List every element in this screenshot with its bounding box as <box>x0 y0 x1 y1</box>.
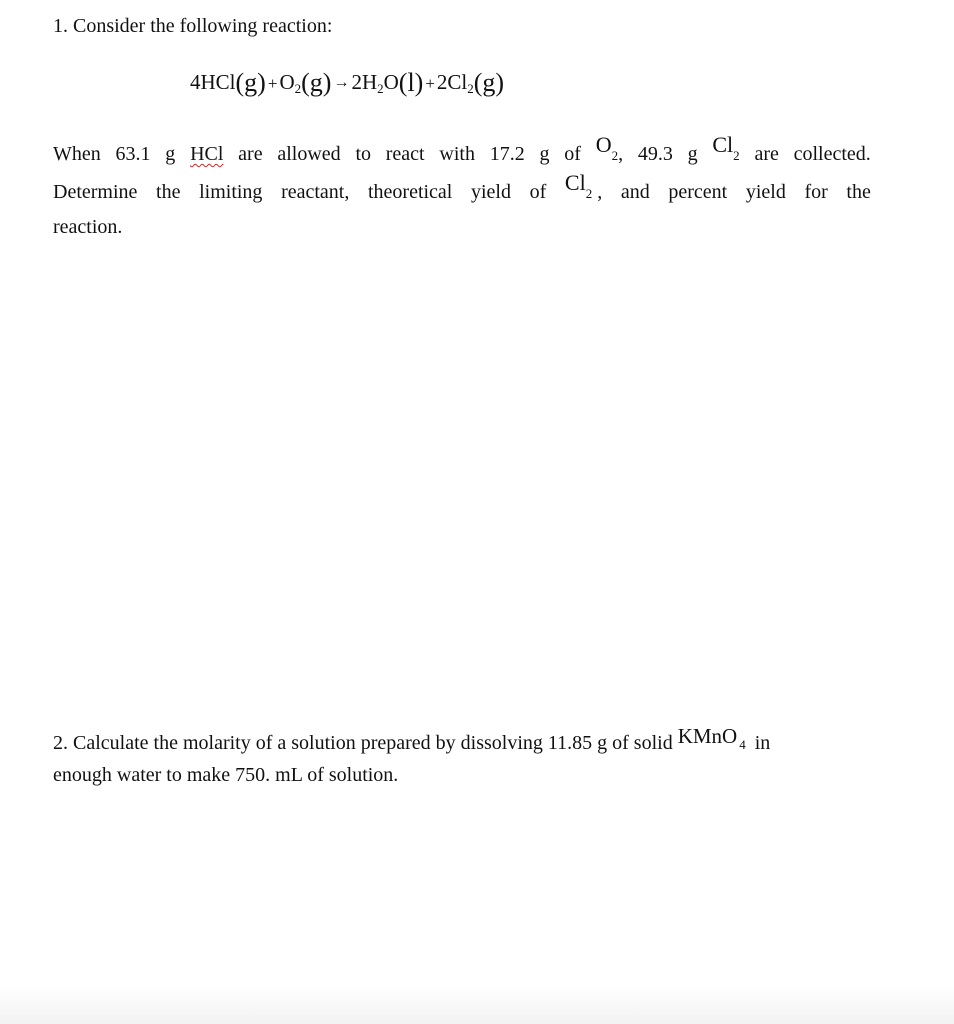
word: limiting <box>199 181 263 203</box>
word: react <box>385 143 425 165</box>
word: 49.3 <box>637 143 673 165</box>
word: 63.1 <box>115 143 151 165</box>
word: with <box>439 143 475 165</box>
word: theoretical <box>367 181 453 203</box>
reaction-equation <box>190 64 504 107</box>
eq-o2: O <box>279 70 295 94</box>
word: of <box>564 143 581 165</box>
word: the <box>846 181 871 203</box>
q2-text: 2. Calculate the molarity of a solution prepared by dissolving 11.85 g of solid <box>53 732 673 754</box>
page-bottom-shadow <box>0 984 954 1024</box>
eq-plus-2: + <box>425 74 435 93</box>
cl2-formula: Cl 2 <box>712 132 740 163</box>
eq-o2-state: (g) <box>301 68 332 97</box>
word: to <box>355 143 371 165</box>
word: 17.2 <box>489 143 525 165</box>
q1-line-2 <box>53 170 871 214</box>
word: reaction. <box>53 216 123 238</box>
eq-h2o: 2H <box>351 70 378 94</box>
word: of <box>529 181 547 203</box>
word: the <box>156 181 181 203</box>
eq-cl2-sub: 2 <box>467 81 474 96</box>
eq-o2-sub: 2 <box>294 81 302 96</box>
q1-line-3 <box>53 214 871 240</box>
word: yield <box>471 181 511 203</box>
word: g <box>539 143 550 165</box>
cl2-formula: Cl 2 , <box>564 170 603 203</box>
word: and <box>620 181 650 203</box>
word: are <box>238 143 263 165</box>
word: When <box>53 143 101 165</box>
word: collected. <box>793 143 871 165</box>
word: g <box>687 143 698 165</box>
eq-arrow: → <box>333 74 350 91</box>
q2-line-2: enough water to make 750. mL of solution. <box>53 764 399 786</box>
question-2-body <box>53 724 871 790</box>
eq-h2o-state: (l) <box>398 68 424 97</box>
eq-hcl-state: (g) <box>235 68 266 97</box>
word: are <box>754 143 779 165</box>
question-1-prompt: 1. Consider the following reaction: <box>53 15 333 37</box>
eq-h2o-sub: 2 <box>377 81 384 96</box>
eq-hcl: 4HCl <box>190 70 236 94</box>
kmno4-formula: KMnO 4 <box>677 724 746 752</box>
eq-cl2-state: (g) <box>473 68 505 97</box>
word: yield <box>745 181 786 203</box>
spellcheck-hcl: HCl <box>190 143 224 165</box>
question-1-body <box>53 132 871 240</box>
q1-line-1 <box>53 132 871 176</box>
word: percent <box>668 181 728 203</box>
eq-h2o-o: O <box>383 70 399 94</box>
eq-plus-1: + <box>267 74 278 93</box>
word: g <box>165 143 176 165</box>
q2-text-end: in <box>754 732 771 754</box>
word: for <box>804 181 828 203</box>
eq-cl2: 2Cl <box>436 70 468 94</box>
word: allowed <box>277 143 341 165</box>
o2-formula: O 2 , <box>595 132 624 165</box>
word: Determine <box>53 181 138 203</box>
q2-line-1 <box>53 724 871 760</box>
word: reactant, <box>281 181 350 203</box>
